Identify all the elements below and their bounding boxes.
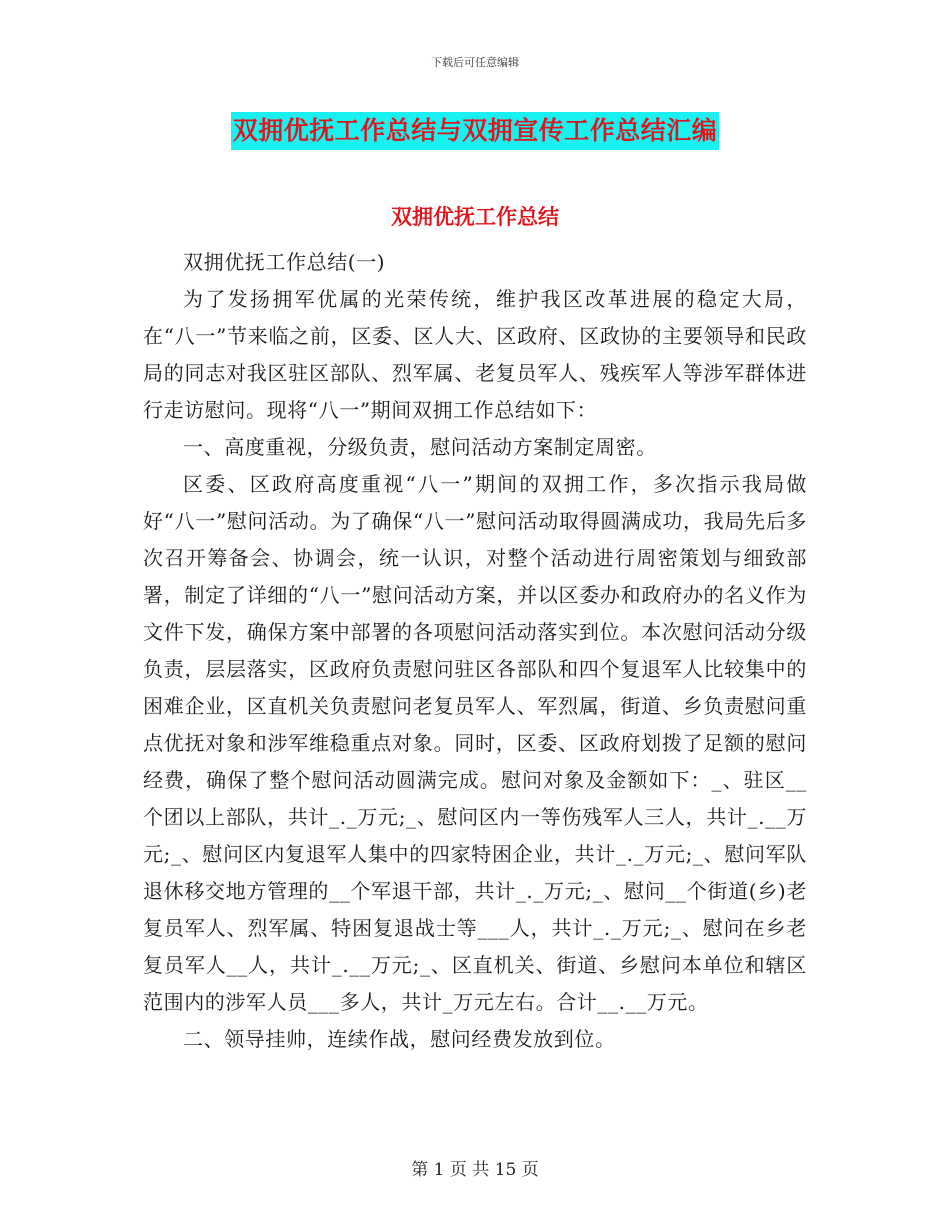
document-body (143, 244, 807, 1058)
paragraph-heading-1: 一、高度重视，分级负责，慰问活动方案制定周密。 (183, 435, 657, 459)
paragraph-heading-2: 二、领导挂帅，连续作战，慰问经费发放到位。 (183, 1027, 616, 1051)
section-title: 双拥优抚工作总结 (391, 205, 559, 229)
page-number-footer: 第 1 页 共 15 页 (411, 1160, 539, 1180)
paragraph-intro: 为了发扬拥军优属的光荣传统，维护我区改革进展的稳定大局，在“八一”节来临之前，区委、区人大、区政府、区政协的主要领导和民政局的同志对我区驻区部队、烈军属、老复员军人、残疾军人等涉军群体进行走访慰问。现将“八一”期间双拥工作总结如下： (143, 287, 807, 422)
paragraph-subtitle: 双拥优抚工作总结(一) (183, 250, 386, 274)
paragraph-details: 区委、区政府高度重视“八一”期间的双拥工作，多次指示我局做好“八一”慰问活动。为了确保“八一”慰问活动取得圆满成功，我局先后多次召开筹备会、协调会，统一认识，对整个活动进行周密策划与细致部署，制定了详细的“八一”慰问活动方案，并以区委办和政府办的名义作为文件下发，确保方案中部署的各项慰问活动落实到位。本次慰问活动分级负责，层层落实，区政府负责慰问驻区各部队和四个复退军人比较集中的困难企业，区直机关负责慰问老复员军人、军烈属，街道、乡负责慰问重点优抚对象和涉军维稳重点对象。同时，区委、区政府划拨了足额的慰问经费，确保了整个慰问活动圆满完成。慰问对象及金额如下：_、驻区__个团以上部队，共计_._万元;_、慰问区内一等伤残军人三人，共计_.__万元;_、慰问区内复退军人集中的四家特困企业，共计_._万元;_、慰问军队退休移交地方管理的__个军退干部，共计_._万元;_、慰问__个街道(乡)老复员军人、烈军属、特困复退战士等___人，共计_._万元;_、慰问在乡老复员军人__人，共计_.__万元;_、区直机关、街道、乡慰问本单位和辖区范围内的涉军人员___多人，共计_万元左右。合计__.__万元。 (143, 472, 807, 1014)
main-title-container (0, 112, 950, 150)
page-header-note: 下载后可任意编辑 (431, 56, 519, 69)
document-main-title: 双拥优抚工作总结与双拥宣传工作总结汇编 (231, 112, 720, 150)
